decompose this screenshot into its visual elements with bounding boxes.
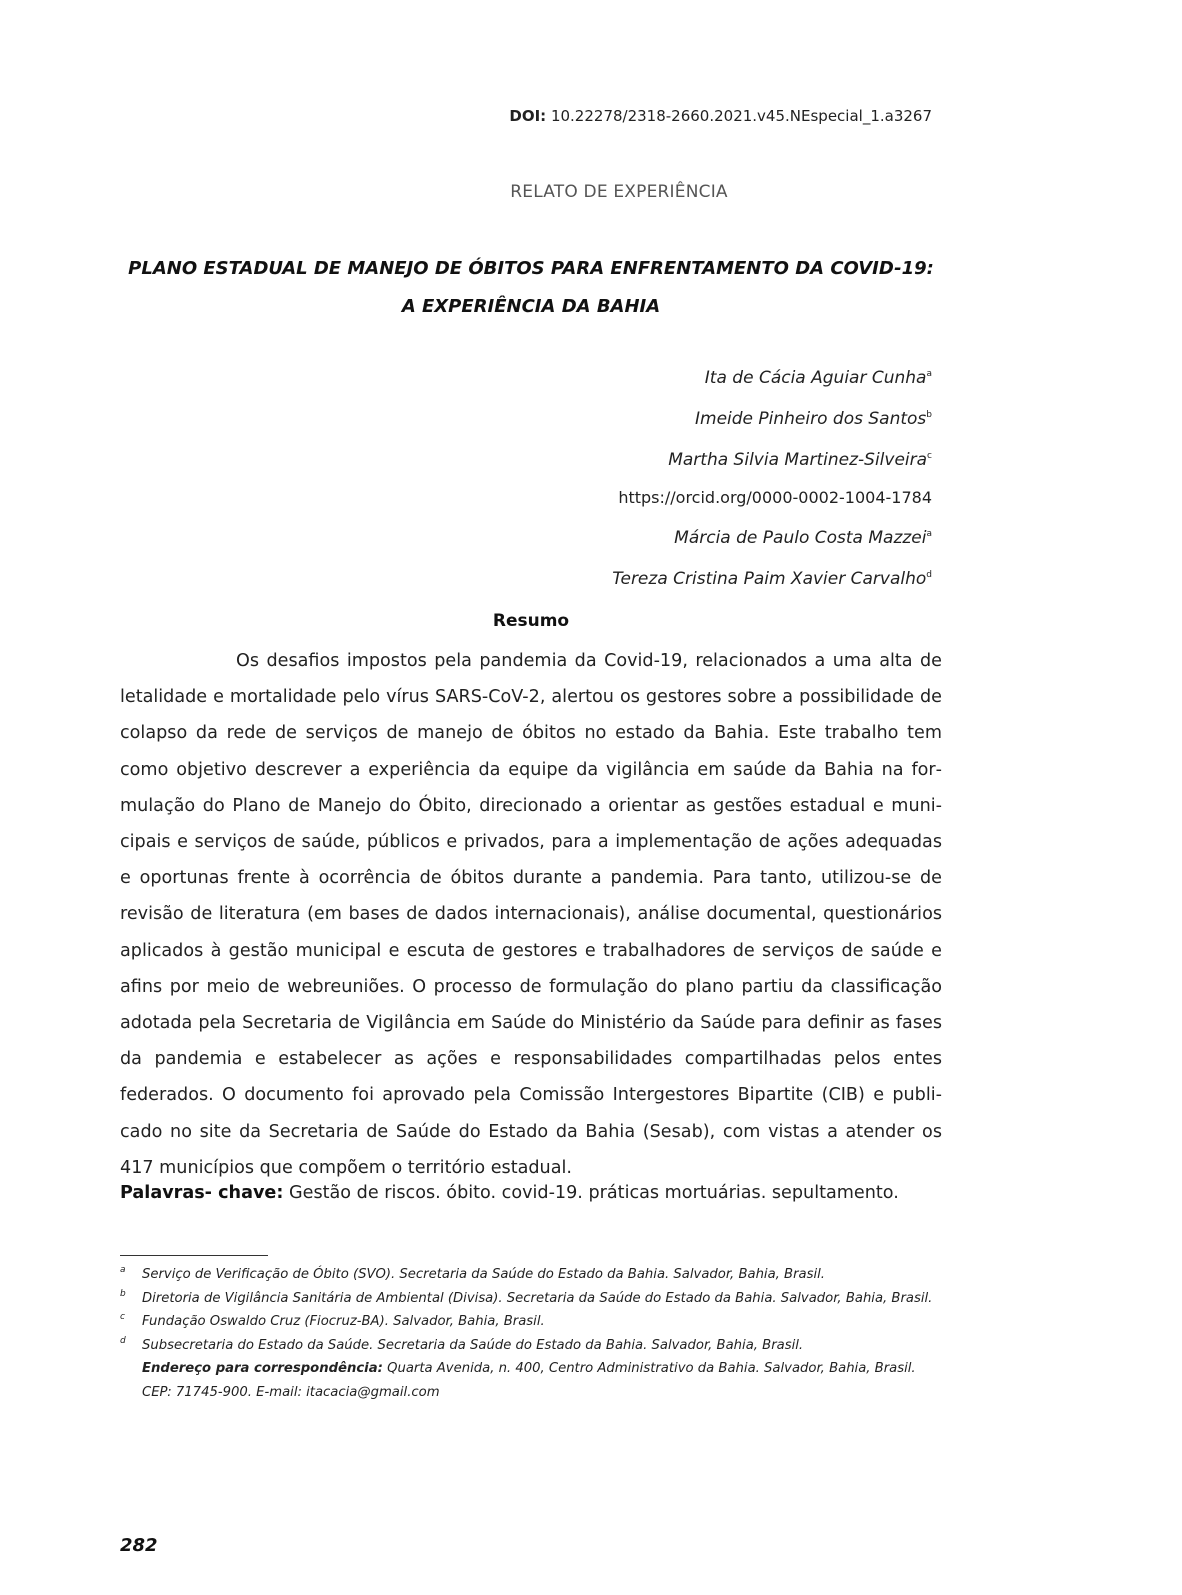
correspondence-line-2: CEP: 71745-900. E-mail: itacacia@gmail.com	[142, 1384, 440, 1400]
author-list	[612, 356, 932, 598]
footnote-mark: d	[120, 1335, 126, 1346]
footnotes	[120, 1263, 950, 1404]
keywords	[120, 1183, 942, 1203]
footnote-text: Fundação Oswaldo Cruz (Fiocruz-BA). Salvador, Bahia, Brasil.	[142, 1314, 545, 1329]
author-name: Imeide Pinheiro dos Santos	[695, 409, 927, 429]
abstract-paragraph	[120, 643, 942, 1186]
correspondence-address-cont	[120, 1381, 950, 1405]
keywords-text: Gestão de riscos. óbito. covid-19. práticas mortuárias. sepultamento.	[288, 1183, 899, 1203]
footnote-b	[120, 1287, 950, 1311]
doi-label: DOI:	[509, 107, 547, 125]
footnote-a	[120, 1263, 950, 1287]
doi-line	[509, 107, 932, 125]
author-affiliation-mark: d	[926, 570, 932, 580]
article-title	[120, 250, 942, 326]
section-label: RELATO DE EXPERIÊNCIA	[510, 182, 728, 202]
author-name: Tereza Cristina Paim Xavier Carvalho	[612, 569, 927, 589]
footnote-mark: b	[120, 1288, 126, 1299]
footnote-text: Serviço de Verificação de Óbito (SVO). Secretaria da Saúde do Estado da Bahia. Salvador, Bahia, Brasil.	[142, 1267, 825, 1282]
footnote-text: Diretoria de Vigilância Sanitária de Ambiental (Divisa). Secretaria da Saúde do Estado da Bahia. Salvador, Bahia, Brasil.	[142, 1290, 933, 1306]
keywords-label: Palavras- chave:	[120, 1183, 284, 1203]
abstract-heading: Resumo	[492, 611, 570, 631]
author-affiliation-mark: a	[926, 529, 932, 539]
author-affiliation-mark: c	[927, 451, 932, 461]
author-5	[612, 557, 932, 598]
doi-value: 10.22278/2318-2660.2021.v45.NEspecial_1.a3267	[550, 107, 932, 125]
title-line-1: PLANO ESTADUAL DE MANEJO DE ÓBITOS PARA ENFRENTAMENTO DA COVID-19:	[128, 258, 934, 279]
author-affiliation-mark: b	[926, 410, 932, 420]
title-line-2: A EXPERIÊNCIA DA BAHIA	[401, 296, 661, 317]
author-2	[612, 397, 932, 438]
author-3	[612, 438, 932, 479]
author-4	[612, 516, 932, 557]
correspondence-address	[120, 1357, 950, 1381]
orcid-link[interactable]: https://orcid.org/0000-0002-1004-1784	[618, 488, 932, 507]
author-affiliation-mark: a	[926, 369, 932, 379]
footnote-mark: a	[120, 1265, 126, 1275]
correspondence-line-1: Quarta Avenida, n. 400, Centro Administrativo da Bahia. Salvador, Bahia, Brasil.	[387, 1361, 916, 1376]
author-name: Martha Silvia Martinez-Silveira	[668, 450, 928, 470]
footnote-c	[120, 1310, 950, 1334]
correspondence-label: Endereço para correspondência:	[142, 1361, 383, 1376]
page-number: 282	[120, 1535, 158, 1556]
footnote-mark: c	[120, 1312, 125, 1322]
author-name: Ita de Cácia Aguiar Cunha	[704, 368, 927, 388]
footnote-divider	[120, 1255, 268, 1256]
footnote-d	[120, 1334, 950, 1358]
abstract-text: Os desafios impostos pela pandemia da Covid-19, relacionados a uma alta de letalidade e mortalidade pelo vírus SARS-CoV-2, alertou os gestores sobre a possibilidade de colapso da rede de serviços de manejo de óbitos no estado da Bahia. Este trabalho tem como objetivo descrever a experiência da equipe da vigilância em saúde da Bahia na formulação do Plano de Manejo do Óbito, direcionado a orientar as gestões estadual e municipais e serviços de saúde, públicos e privados, para a implementação de ações adequadas e oportunas frente à ocorrência de óbitos durante a pandemia. Para tanto, utilizou-se de revisão de literatura (em bases de dados internacionais), análise documental, questionários aplicados à gestão municipal e escuta de gestores e trabalhadores de serviços de saúde e afins por meio de webreuniões. O processo de formulação do plano partiu da classificação adotada pela Secretaria de Vigilância em Saúde do Ministério da Saúde para definir as fases da pandemia e estabelecer as ações e responsabilidades compartilhadas pelos entes federados. O documento foi aprovado pela Comissão Intergestores Bipartite (CIB) e publicado no site da Secretaria de Saúde do Estado da Bahia (Sesab), com vistas a atender os 417 municípios que compõem o território estadual.	[120, 651, 942, 1178]
author-1	[612, 356, 932, 397]
author-name: Márcia de Paulo Costa Mazzei	[674, 528, 927, 548]
footnote-text: Subsecretaria do Estado da Saúde. Secretaria da Saúde do Estado da Bahia. Salvador, Bahia, Brasil.	[142, 1337, 804, 1353]
